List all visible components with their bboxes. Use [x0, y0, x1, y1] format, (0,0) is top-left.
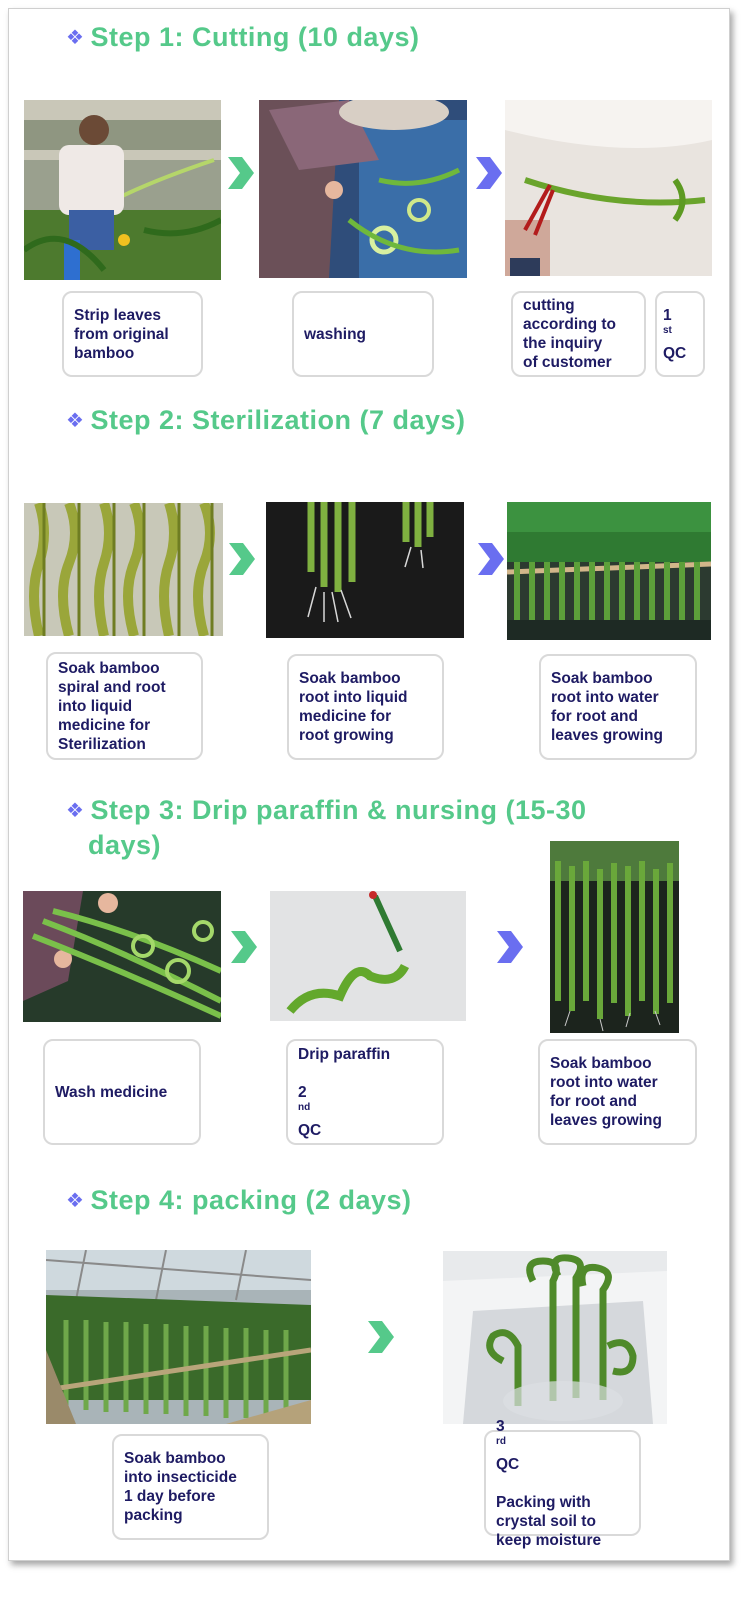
- caption-qc-1: 1 $^{st}$ QC: [655, 291, 705, 377]
- caption-packing: 3 $^{rd}$ QC Packing with crystal soil to keep moisture: [484, 1430, 641, 1536]
- photo-washing: [259, 100, 467, 278]
- caption-insecticide: Soak bamboo into insecticide 1 day before packing: [112, 1434, 269, 1540]
- diamond-bullet-icon: ❖: [66, 27, 85, 49]
- photo-spiral-bamboo: [24, 503, 223, 636]
- caption-soak-water: Soak bamboo root into water for root and leaves growing: [539, 654, 697, 760]
- chevron-right-blue-icon: [474, 155, 504, 191]
- chevron-right-green-icon: [227, 541, 257, 577]
- caption-soak-spiral: Soak bamboo spiral and root into liquid medicine for Sterilization: [46, 652, 203, 760]
- photo-root-water: [507, 502, 711, 640]
- caption-soak-liquid: Soak bamboo root into liquid medicine for root growing: [287, 654, 444, 760]
- photo-drip-paraffin: [270, 891, 466, 1021]
- diamond-bullet-icon: ❖: [66, 410, 85, 432]
- diamond-bullet-icon: ❖: [66, 1190, 85, 1212]
- chevron-right-green-icon: [226, 155, 256, 191]
- caption-drip-paraffin: Drip paraffin 2 $^{nd}$ QC: [286, 1039, 444, 1145]
- photo-root-medicine: [266, 502, 464, 638]
- caption-washing: washing: [292, 291, 434, 377]
- chevron-right-green-icon: [366, 1319, 396, 1355]
- caption-nursing: Soak bamboo root into water for root and leaves growing: [538, 1039, 697, 1145]
- step-3-title: ❖ Step 3: Drip paraffin & nursing (15-30 days): [66, 795, 587, 860]
- chevron-right-blue-icon: [476, 541, 506, 577]
- photo-strip-leaves: [24, 100, 221, 280]
- caption-cutting: cutting according to the inquiry of customer: [511, 291, 646, 377]
- step-2-title: ❖ Step 2: Sterilization (7 days): [66, 405, 466, 435]
- photo-nursing: [550, 841, 679, 1033]
- photo-wash-medicine: [23, 891, 221, 1022]
- step-4-title: ❖ Step 4: packing (2 days): [66, 1185, 412, 1215]
- chevron-right-green-icon: [229, 929, 259, 965]
- caption-wash-medicine: Wash medicine: [43, 1039, 201, 1145]
- step-1-title: ❖ Step 1: Cutting (10 days): [66, 22, 420, 52]
- chevron-right-blue-icon: [495, 929, 525, 965]
- photo-greenhouse: [46, 1250, 311, 1424]
- photo-cutting: [505, 100, 712, 276]
- photo-packing: [443, 1251, 667, 1424]
- caption-strip-leaves: Strip leaves from original bamboo: [62, 291, 203, 377]
- diamond-bullet-icon: ❖: [66, 800, 85, 822]
